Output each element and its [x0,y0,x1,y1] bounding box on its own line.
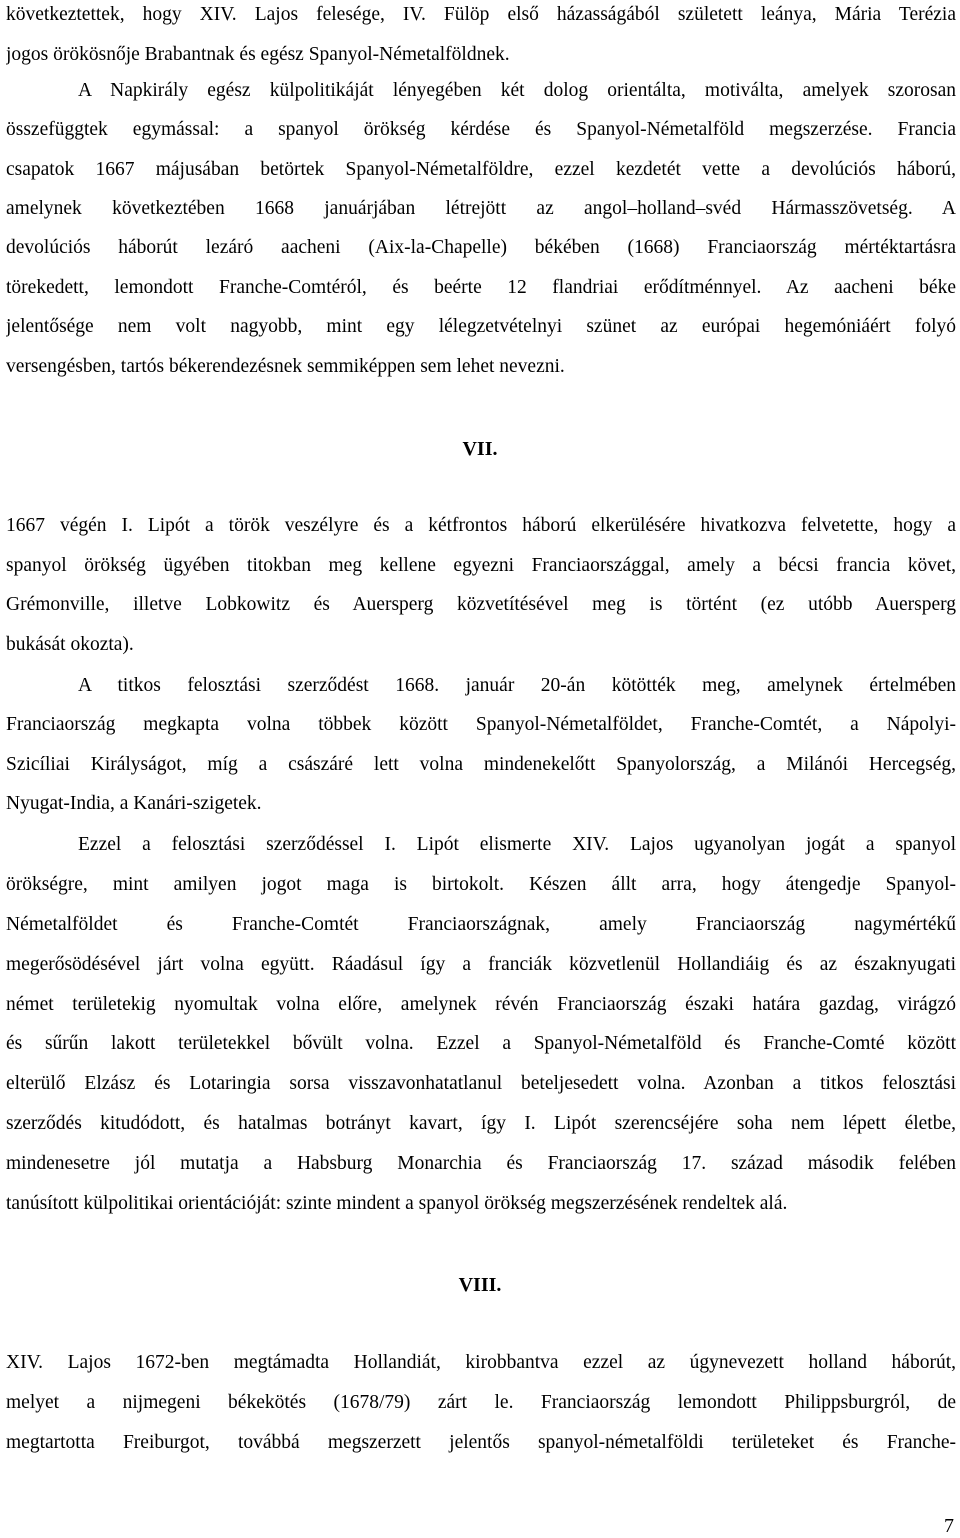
text-line: melyet a nijmegeni békekötés (1678/79) zárt le. Franciaország lemondott Philippsburgról, de [6,1392,956,1413]
text-line: szerződés kitudódott, és hatalmas botrányt kavart, így I. Lipót szerencséjére soha nem lépett életbe, [6,1113,956,1134]
text-line: megtartotta Freiburgot, továbbá megszerzett jelentős spanyol-németalföldi területeket és Franche- [6,1432,956,1453]
text-line: elterülő Elzász és Lotaringia sorsa visszavonhatatlanul beteljesedett volna. Azonban a titkos felosztási [6,1073,956,1094]
page-number: 7 [944,1515,954,1537]
text-line: XIV. Lajos 1672-ben megtámadta Hollandiát, kirobbantva ezzel az úgynevezett holland háborút, [6,1352,956,1373]
text-line: A titkos felosztási szerződést 1668. január 20-án kötötték meg, amelynek értelmében [78,675,956,696]
text-line: bukását okozta). [6,634,134,655]
text-line: következtettek, hogy XIV. Lajos felesége, IV. Fülöp első házasságából született leánya, Mária Terézia [6,4,956,25]
text-line: csapatok 1667 májusában betörtek Spanyol-Németalföldre, ezzel kezdetét vette a devolúciós háború, [6,159,956,180]
text-line: versengésben, tartós békerendezésnek semmiképpen sem lehet nevezni. [6,356,565,377]
text-line: A Napkirály egész külpolitikáját lényegében két dolog orientálta, motiválta, amelyek szorosan [78,80,956,101]
text-line: devolúciós háborút lezáró aacheni (Aix-la-Chapelle) békében (1668) Franciaország mértéktartásra [6,237,956,258]
text-line: Franciaország megkapta volna többek között Spanyol-Németalföldet, Franche-Comtét, a Nápolyi- [6,714,956,735]
text-line: Grémonville, illetve Lobkowitz és Auersperg közvetítésével meg is történt (ez utóbb Auersperg [6,594,956,615]
text-line: 1667 végén I. Lipót a török veszélyre és a kétfrontos háború elkerülésére hivatkozva felvetette, hogy a [6,515,956,536]
text-line: Németalföldet és Franche-Comtét Franciaországnak, amely Franciaország nagymértékű [6,914,956,935]
text-line: Nyugat-India, a Kanári-szigetek. [6,793,262,814]
text-line: örökségre, mint amilyen jogot maga is birtokolt. Készen állt arra, hogy átengedje Spanyol- [6,874,956,895]
text-line: törekedett, lemondott Franche-Comtéról, és beérte 12 flandriai erődítménnyel. Az aacheni béke [6,277,956,298]
text-line: jogos örökösnője Brabantnak és egész Spanyol-Németalföldnek. [6,44,510,65]
text-line: tanúsított külpolitikai orientációját: szinte mindent a spanyol örökség megszerzésének rendeltek alá. [6,1193,788,1214]
text-line: összefüggtek egymással: a spanyol örökség kérdése és Spanyol-Németalföld megszerzése. Francia [6,119,956,140]
text-line: és sűrűn lakott területekkel bővült volna. Ezzel a Spanyol-Németalföld és Franche-Comté között [6,1033,956,1054]
text-line: amelynek következtében 1668 januárjában létrejött az angol–holland–svéd Hármasszövetség. A [6,198,956,219]
text-line: Ezzel a felosztási szerződéssel I. Lipót elismerte XIV. Lajos ugyanolyan jogát a spanyol [78,834,956,855]
text-line: megerősödésével járt volna együtt. Ráadásul így a franciák közvetlenül Hollandiáig és az északnyugati [6,954,956,975]
text-line: mindenesetre jól mutatja a Habsburg Monarchia és Franciaország 17. század második felében [6,1153,956,1174]
text-line: német területekig nyomultak volna előre, amelynek révén Franciaország északi határa gazdag, virágzó [6,994,956,1015]
section-heading-vii: VII. [462,438,498,460]
text-line: Szicíliai Királyságot, míg a császáré lett volna mindenekelőtt Spanyolország, a Milánói Hercegség, [6,754,956,775]
section-heading-viii: VIII. [458,1274,502,1296]
text-line: jelentősége nem volt nagyobb, mint egy lélegzetvételnyi szünet az európai hegemóniáért folyó [6,316,956,337]
text-line: spanyol örökség ügyében titokban meg kellene egyezni Franciaországgal, amely a bécsi francia követ, [6,555,956,576]
